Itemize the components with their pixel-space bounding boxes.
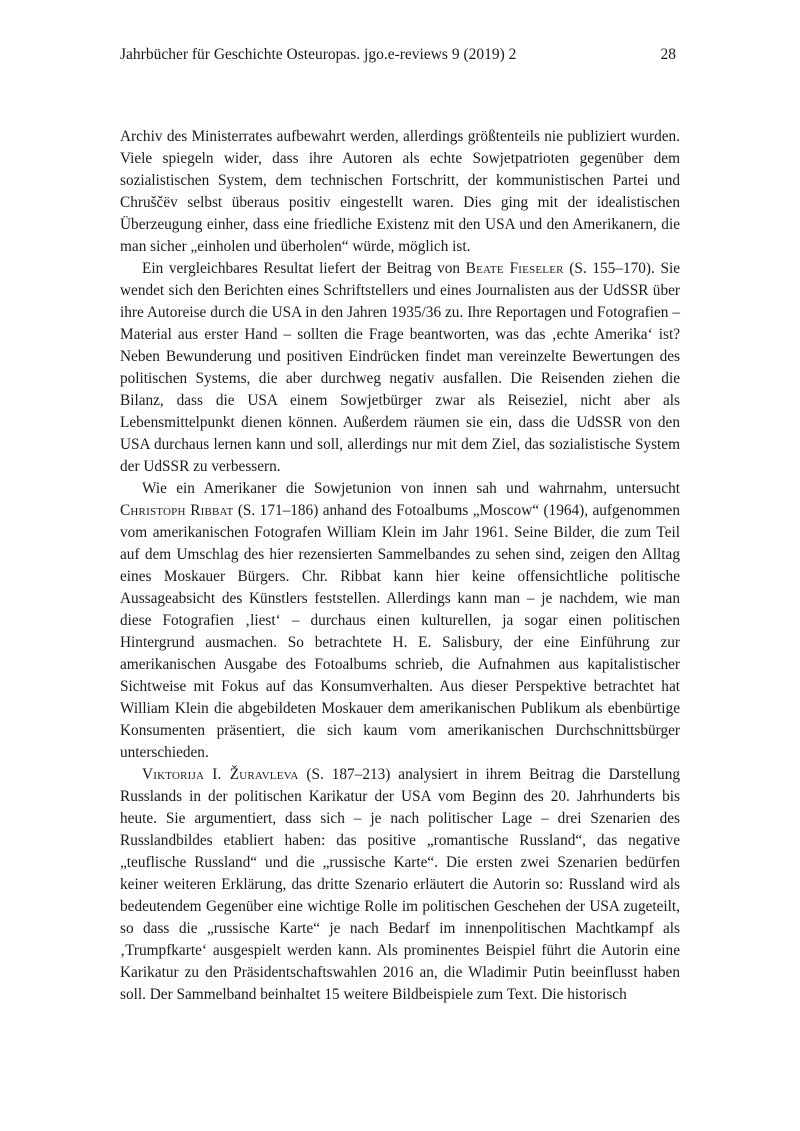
author-name: Beate Fieseler — [465, 260, 564, 277]
paragraph-1: Archiv des Ministerrates aufbewahrt werden, allerdings größtenteils nie publiziert wurden. Viele spiegeln wider, dass ihre Autoren als echte Sowjetpatrioten gegenüber dem sozialistischen System, dem technischen Fortschritt, der kommunistischen Partei und Chruščëv selbst überaus positiv eingestellt waren. Dies ging mit der idealistischen Überzeugung einher, dass eine friedliche Existenz mit den USA und den Amerikanern, die man sicher „einholen und überholen“ würde, möglich ist. — [120, 128, 680, 255]
journal-title: Jahrbücher für Geschichte Osteuropas. jgo.e-reviews 9 (2019) 2 — [120, 46, 517, 63]
paragraph-4-text: (S. 187–213) analysiert in ihrem Beitrag die Darstellung Russlands in der politischen Karikatur der USA vom Beginn des 20. Jahrhunderts bis heute. Sie argumentiert, dass sich – je nach politischer Lage – drei Szenarien des Russlandbildes etabliert haben: das positive „romantische Russland“, das negative „teuflische Russland“ und die „russische Karte“. Die ersten zwei Szenarien bedürfen keiner weiteren Erklärung, das dritte Szenario erläutert die Autorin so: Russland wird als bedeutendem Gegenüber eine wichtige Rolle im politischen Geschehen der USA zugeteilt, so dass die „russische Karte“ je nach Bedarf im innenpolitischen Machtkampf als ‚Trumpfkarte‘ ausgespielt werden kann. Als prominentes Beispiel führt die Autorin eine Karikatur zu den Präsidentschaftswahlen 2016 an, die Wladimir Putin beeinflusst haben soll. Der Sammelband beinhaltet 15 weitere Bildbeispiele zum Text. Die historisch — [120, 766, 680, 1003]
author-name: Viktorija I. Žuravleva — [142, 766, 299, 783]
paragraph-2-text: (S. 155–170). Sie wendet sich den Berichten eines Schriftstellers und eines Journalisten aus der UdSSR über ihre Autoreise durch die USA in den Jahren 1935/36 zu. Ihre Reportagen und Fotografien – Material aus erster Hand – sollten die Frage beantworten, was das ‚echte Amerika‘ ist? Neben Bewunderung und positiven Eindrücken findet man vereinzelte Bewertungen des politischen Systems, die aber durchweg negativ ausfallen. Die Reisenden ziehen die Bilanz, dass die USA einem Sowjetbürger zwar als Reiseziel, nicht aber als Lebensmittelpunkt dienen können. Außerdem räumen sie ein, dass die UdSSR von den USA durchaus lernen kann und soll, allerdings nur mit dem Ziel, das sozialistische System der UdSSR zu verbessern. — [120, 260, 680, 475]
paragraph-2 — [120, 258, 680, 478]
author-name: Christoph Ribbat — [120, 502, 234, 519]
paragraph-3-text: (S. 171–186) anhand des Fotoalbums „Moscow“ (1964), aufgenommen vom amerikanischen Fotografen William Klein im Jahr 1961. Seine Bilder, die zum Teil auf dem Umschlag des hier rezensierten Sammelbandes zu sehen sind, zeigen den Alltag eines Moskauer Bürgers. Chr. Ribbat kann hier keine offensichtliche politische Aussageabsicht des Künstlers feststellen. Allerdings kann man – je nachdem, wie man diese Fotografien ‚liest‘ – durchaus einen kulturellen, ja sogar einen politischen Hintergrund ausmachen. So betrachtete H. E. Salisbury, der eine Einführung zur amerikanischen Ausgabe des Fotoalbums schrieb, die Aufnahmen aus kapitalistischer Sichtweise mit Fokus auf das Konsumverhalten. Aus dieser Perspektive betrachtet hat William Klein die abgebildeten Moskauer dem amerikanischen Publikum als ebenbürtige Konsumenten präsentiert, die sich kaum vom amerikanischen Durchschnittsbürger unterschieden. — [120, 502, 680, 761]
paragraph-3-lead: Wie ein Amerikaner die Sowjetunion von innen sah und wahrnahm, untersucht — [142, 480, 680, 497]
paragraph-4 — [120, 764, 680, 1006]
page-number: 28 — [660, 46, 676, 63]
body-text — [120, 126, 680, 1006]
paragraph-3 — [120, 478, 680, 764]
paragraph-2-lead: Ein vergleichbares Resultat liefert der Beitrag von — [142, 260, 466, 277]
running-header — [120, 46, 676, 70]
